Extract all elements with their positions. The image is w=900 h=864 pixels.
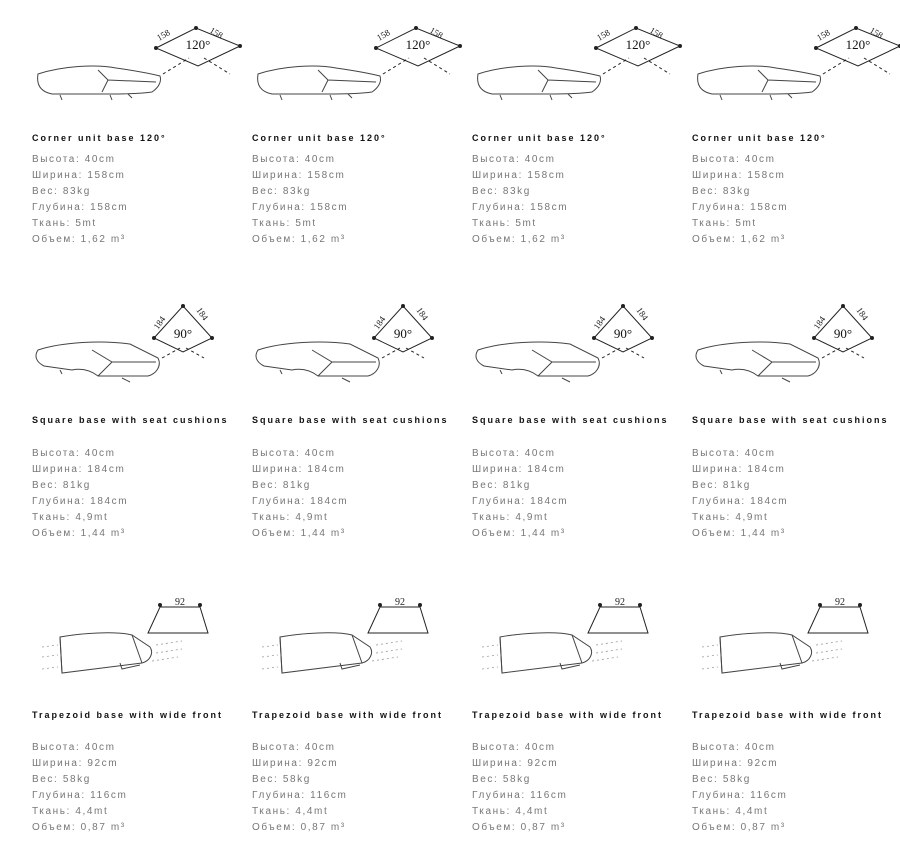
product-specs	[692, 152, 788, 248]
angle-label: 120°	[625, 37, 651, 52]
spec-height: Высота: 40cm	[472, 154, 556, 165]
spec-volume: Объем: 1,62 m³	[472, 234, 566, 245]
dimension-dot-icon	[598, 603, 602, 607]
dimension-right-label: 158	[648, 25, 665, 41]
spec-width: Ширина: 158cm	[252, 170, 346, 181]
spec-width: Ширина: 184cm	[472, 464, 566, 475]
square-base-illustration	[472, 300, 682, 420]
dimension-left-label: 158	[815, 27, 832, 43]
product-specs	[692, 740, 787, 836]
dimension-right-label: 184	[414, 305, 431, 323]
spec-height: Высота: 40cm	[692, 154, 776, 165]
trapezoid-base-illustration	[32, 595, 242, 715]
angle-label: 120°	[185, 37, 211, 52]
spec-fabric: Ткань: 4,4mt	[472, 806, 549, 817]
spec-depth: Глубина: 158cm	[252, 202, 349, 213]
spec-height: Высота: 40cm	[472, 742, 556, 753]
product-title: Trapezoid base with wide front	[692, 710, 884, 720]
dimension-dot-icon	[818, 603, 822, 607]
dimension-dot-icon	[621, 304, 625, 308]
spec-weight: Вес: 81kg	[32, 480, 91, 491]
spec-depth: Глубина: 116cm	[32, 790, 128, 801]
dimension-dot-icon	[194, 26, 198, 30]
dimension-dot-icon	[152, 336, 156, 340]
dimension-dot-icon	[858, 603, 862, 607]
spec-width: Ширина: 184cm	[692, 464, 786, 475]
spec-depth: Глубина: 116cm	[692, 790, 788, 801]
spec-depth: Глубина: 184cm	[32, 496, 129, 507]
spec-weight: Вес: 58kg	[252, 774, 311, 785]
spec-height: Высота: 40cm	[252, 154, 336, 165]
dimension-dot-icon	[372, 336, 376, 340]
spec-fabric: Ткань: 4,4mt	[252, 806, 329, 817]
spec-height: Высота: 40cm	[472, 448, 556, 459]
spec-volume: Объем: 1,62 m³	[32, 234, 126, 245]
dimension-right-label: 158	[208, 25, 225, 41]
dimension-left-label: 184	[151, 314, 168, 332]
product-title: Corner unit base 120°	[32, 133, 167, 143]
dimension-dot-icon	[812, 336, 816, 340]
product-specs	[32, 740, 127, 836]
spec-volume: Объем: 0,87 m³	[252, 822, 346, 833]
dimension-left-label: 184	[371, 314, 388, 332]
product-title: Corner unit base 120°	[472, 133, 607, 143]
dimension-right-label: 158	[428, 25, 445, 41]
dimension-left-label: 158	[595, 27, 612, 43]
dimension-dot-icon	[870, 336, 874, 340]
spec-width: Ширина: 184cm	[32, 464, 126, 475]
dimension-dot-icon	[401, 304, 405, 308]
dimension-dot-icon	[210, 336, 214, 340]
spec-fabric: Ткань: 5mt	[472, 218, 537, 229]
dimension-right-label: 184	[194, 305, 211, 323]
spec-height: Высота: 40cm	[32, 154, 116, 165]
spec-weight: Вес: 83kg	[32, 186, 91, 197]
trapezoid-base-illustration	[692, 595, 900, 715]
spec-width: Ширина: 92cm	[472, 758, 559, 769]
dimension-top-label: 92	[395, 597, 405, 608]
square-base-illustration	[32, 300, 242, 420]
product-title: Trapezoid base with wide front	[32, 710, 224, 720]
spec-depth: Глубина: 184cm	[472, 496, 569, 507]
spec-fabric: Ткань: 4,9mt	[692, 512, 769, 523]
angle-label: 90°	[173, 326, 193, 341]
dimension-left-label: 184	[811, 314, 828, 332]
spec-volume: Объем: 1,62 m³	[252, 234, 346, 245]
dimension-left-label: 158	[155, 27, 172, 43]
spec-weight: Вес: 81kg	[252, 480, 311, 491]
dimension-dot-icon	[430, 336, 434, 340]
spec-weight: Вес: 83kg	[252, 186, 311, 197]
product-specs	[32, 446, 128, 542]
product-specs	[472, 152, 568, 248]
product-title: Square base with seat cushions	[252, 415, 449, 425]
spec-volume: Объем: 1,44 m³	[472, 528, 566, 539]
product-title: Corner unit base 120°	[692, 133, 827, 143]
product-title: Corner unit base 120°	[252, 133, 387, 143]
spec-depth: Глубина: 158cm	[32, 202, 129, 213]
spec-volume: Объем: 0,87 m³	[472, 822, 566, 833]
angle-label: 90°	[833, 326, 853, 341]
dimension-dot-icon	[198, 603, 202, 607]
spec-depth: Глубина: 116cm	[252, 790, 348, 801]
product-specs	[252, 740, 347, 836]
dimension-right-label: 184	[634, 305, 651, 323]
product-specs	[472, 446, 568, 542]
spec-height: Высота: 40cm	[252, 448, 336, 459]
spec-width: Ширина: 92cm	[252, 758, 339, 769]
spec-fabric: Ткань: 4,9mt	[252, 512, 329, 523]
dimension-dot-icon	[841, 304, 845, 308]
spec-width: Ширина: 92cm	[692, 758, 779, 769]
spec-weight: Вес: 81kg	[692, 480, 751, 491]
spec-depth: Глубина: 184cm	[252, 496, 349, 507]
spec-fabric: Ткань: 5mt	[32, 218, 97, 229]
dimension-top-label: 92	[615, 597, 625, 608]
dimension-right-label: 158	[868, 25, 885, 41]
corner-unit-illustration	[252, 22, 462, 142]
spec-height: Высота: 40cm	[252, 742, 336, 753]
spec-weight: Вес: 83kg	[692, 186, 751, 197]
spec-height: Высота: 40cm	[32, 448, 116, 459]
spec-fabric: Ткань: 5mt	[252, 218, 317, 229]
spec-depth: Глубина: 184cm	[692, 496, 789, 507]
square-base-illustration	[692, 300, 900, 420]
dimension-dot-icon	[592, 336, 596, 340]
corner-unit-illustration	[472, 22, 682, 142]
square-base-illustration	[252, 300, 462, 420]
spec-height: Высота: 40cm	[692, 448, 776, 459]
angle-label: 90°	[613, 326, 633, 341]
spec-volume: Объем: 1,62 m³	[692, 234, 786, 245]
product-specs	[32, 152, 128, 248]
dimension-top-label: 92	[175, 597, 185, 608]
product-specs	[252, 152, 348, 248]
dimension-dot-icon	[634, 26, 638, 30]
spec-weight: Вес: 81kg	[472, 480, 531, 491]
product-title: Trapezoid base with wide front	[252, 710, 444, 720]
dimension-dot-icon	[374, 46, 378, 50]
spec-depth: Глубина: 116cm	[472, 790, 568, 801]
spec-fabric: Ткань: 4,9mt	[32, 512, 109, 523]
spec-fabric: Ткань: 4,9mt	[472, 512, 549, 523]
product-specs	[472, 740, 567, 836]
spec-width: Ширина: 158cm	[692, 170, 786, 181]
spec-height: Высота: 40cm	[692, 742, 776, 753]
corner-unit-illustration	[692, 22, 900, 142]
spec-volume: Объем: 0,87 m³	[692, 822, 786, 833]
spec-width: Ширина: 92cm	[32, 758, 119, 769]
dimension-dot-icon	[181, 304, 185, 308]
product-title: Square base with seat cushions	[32, 415, 229, 425]
dimension-dot-icon	[458, 44, 462, 48]
spec-fabric: Ткань: 4,4mt	[692, 806, 769, 817]
spec-height: Высота: 40cm	[32, 742, 116, 753]
spec-volume: Объем: 1,44 m³	[32, 528, 126, 539]
spec-weight: Вес: 58kg	[472, 774, 531, 785]
dimension-top-label: 92	[835, 597, 845, 608]
spec-weight: Вес: 58kg	[32, 774, 91, 785]
product-specs	[692, 446, 788, 542]
dimension-right-label: 184	[854, 305, 871, 323]
dimension-dot-icon	[378, 603, 382, 607]
dimension-dot-icon	[158, 603, 162, 607]
dimension-dot-icon	[238, 44, 242, 48]
spec-fabric: Ткань: 5mt	[692, 218, 757, 229]
spec-width: Ширина: 158cm	[472, 170, 566, 181]
dimension-dot-icon	[650, 336, 654, 340]
spec-depth: Глубина: 158cm	[472, 202, 569, 213]
dimension-dot-icon	[814, 46, 818, 50]
spec-fabric: Ткань: 4,4mt	[32, 806, 109, 817]
dimension-left-label: 184	[591, 314, 608, 332]
dimension-dot-icon	[154, 46, 158, 50]
product-title: Trapezoid base with wide front	[472, 710, 664, 720]
spec-weight: Вес: 83kg	[472, 186, 531, 197]
spec-weight: Вес: 58kg	[692, 774, 751, 785]
spec-volume: Объем: 0,87 m³	[32, 822, 126, 833]
corner-unit-illustration	[32, 22, 242, 142]
trapezoid-base-illustration	[252, 595, 462, 715]
product-title: Square base with seat cushions	[692, 415, 889, 425]
spec-width: Ширина: 158cm	[32, 170, 126, 181]
trapezoid-base-illustration	[472, 595, 682, 715]
spec-volume: Объем: 1,44 m³	[692, 528, 786, 539]
dimension-dot-icon	[678, 44, 682, 48]
dimension-dot-icon	[594, 46, 598, 50]
dimension-dot-icon	[414, 26, 418, 30]
angle-label: 120°	[845, 37, 871, 52]
dimension-dot-icon	[418, 603, 422, 607]
dimension-dot-icon	[854, 26, 858, 30]
product-title: Square base with seat cushions	[472, 415, 669, 425]
spec-depth: Глубина: 158cm	[692, 202, 789, 213]
spec-width: Ширина: 184cm	[252, 464, 346, 475]
dimension-left-label: 158	[375, 27, 392, 43]
angle-label: 120°	[405, 37, 431, 52]
angle-label: 90°	[393, 326, 413, 341]
spec-volume: Объем: 1,44 m³	[252, 528, 346, 539]
product-specs	[252, 446, 348, 542]
dimension-dot-icon	[638, 603, 642, 607]
